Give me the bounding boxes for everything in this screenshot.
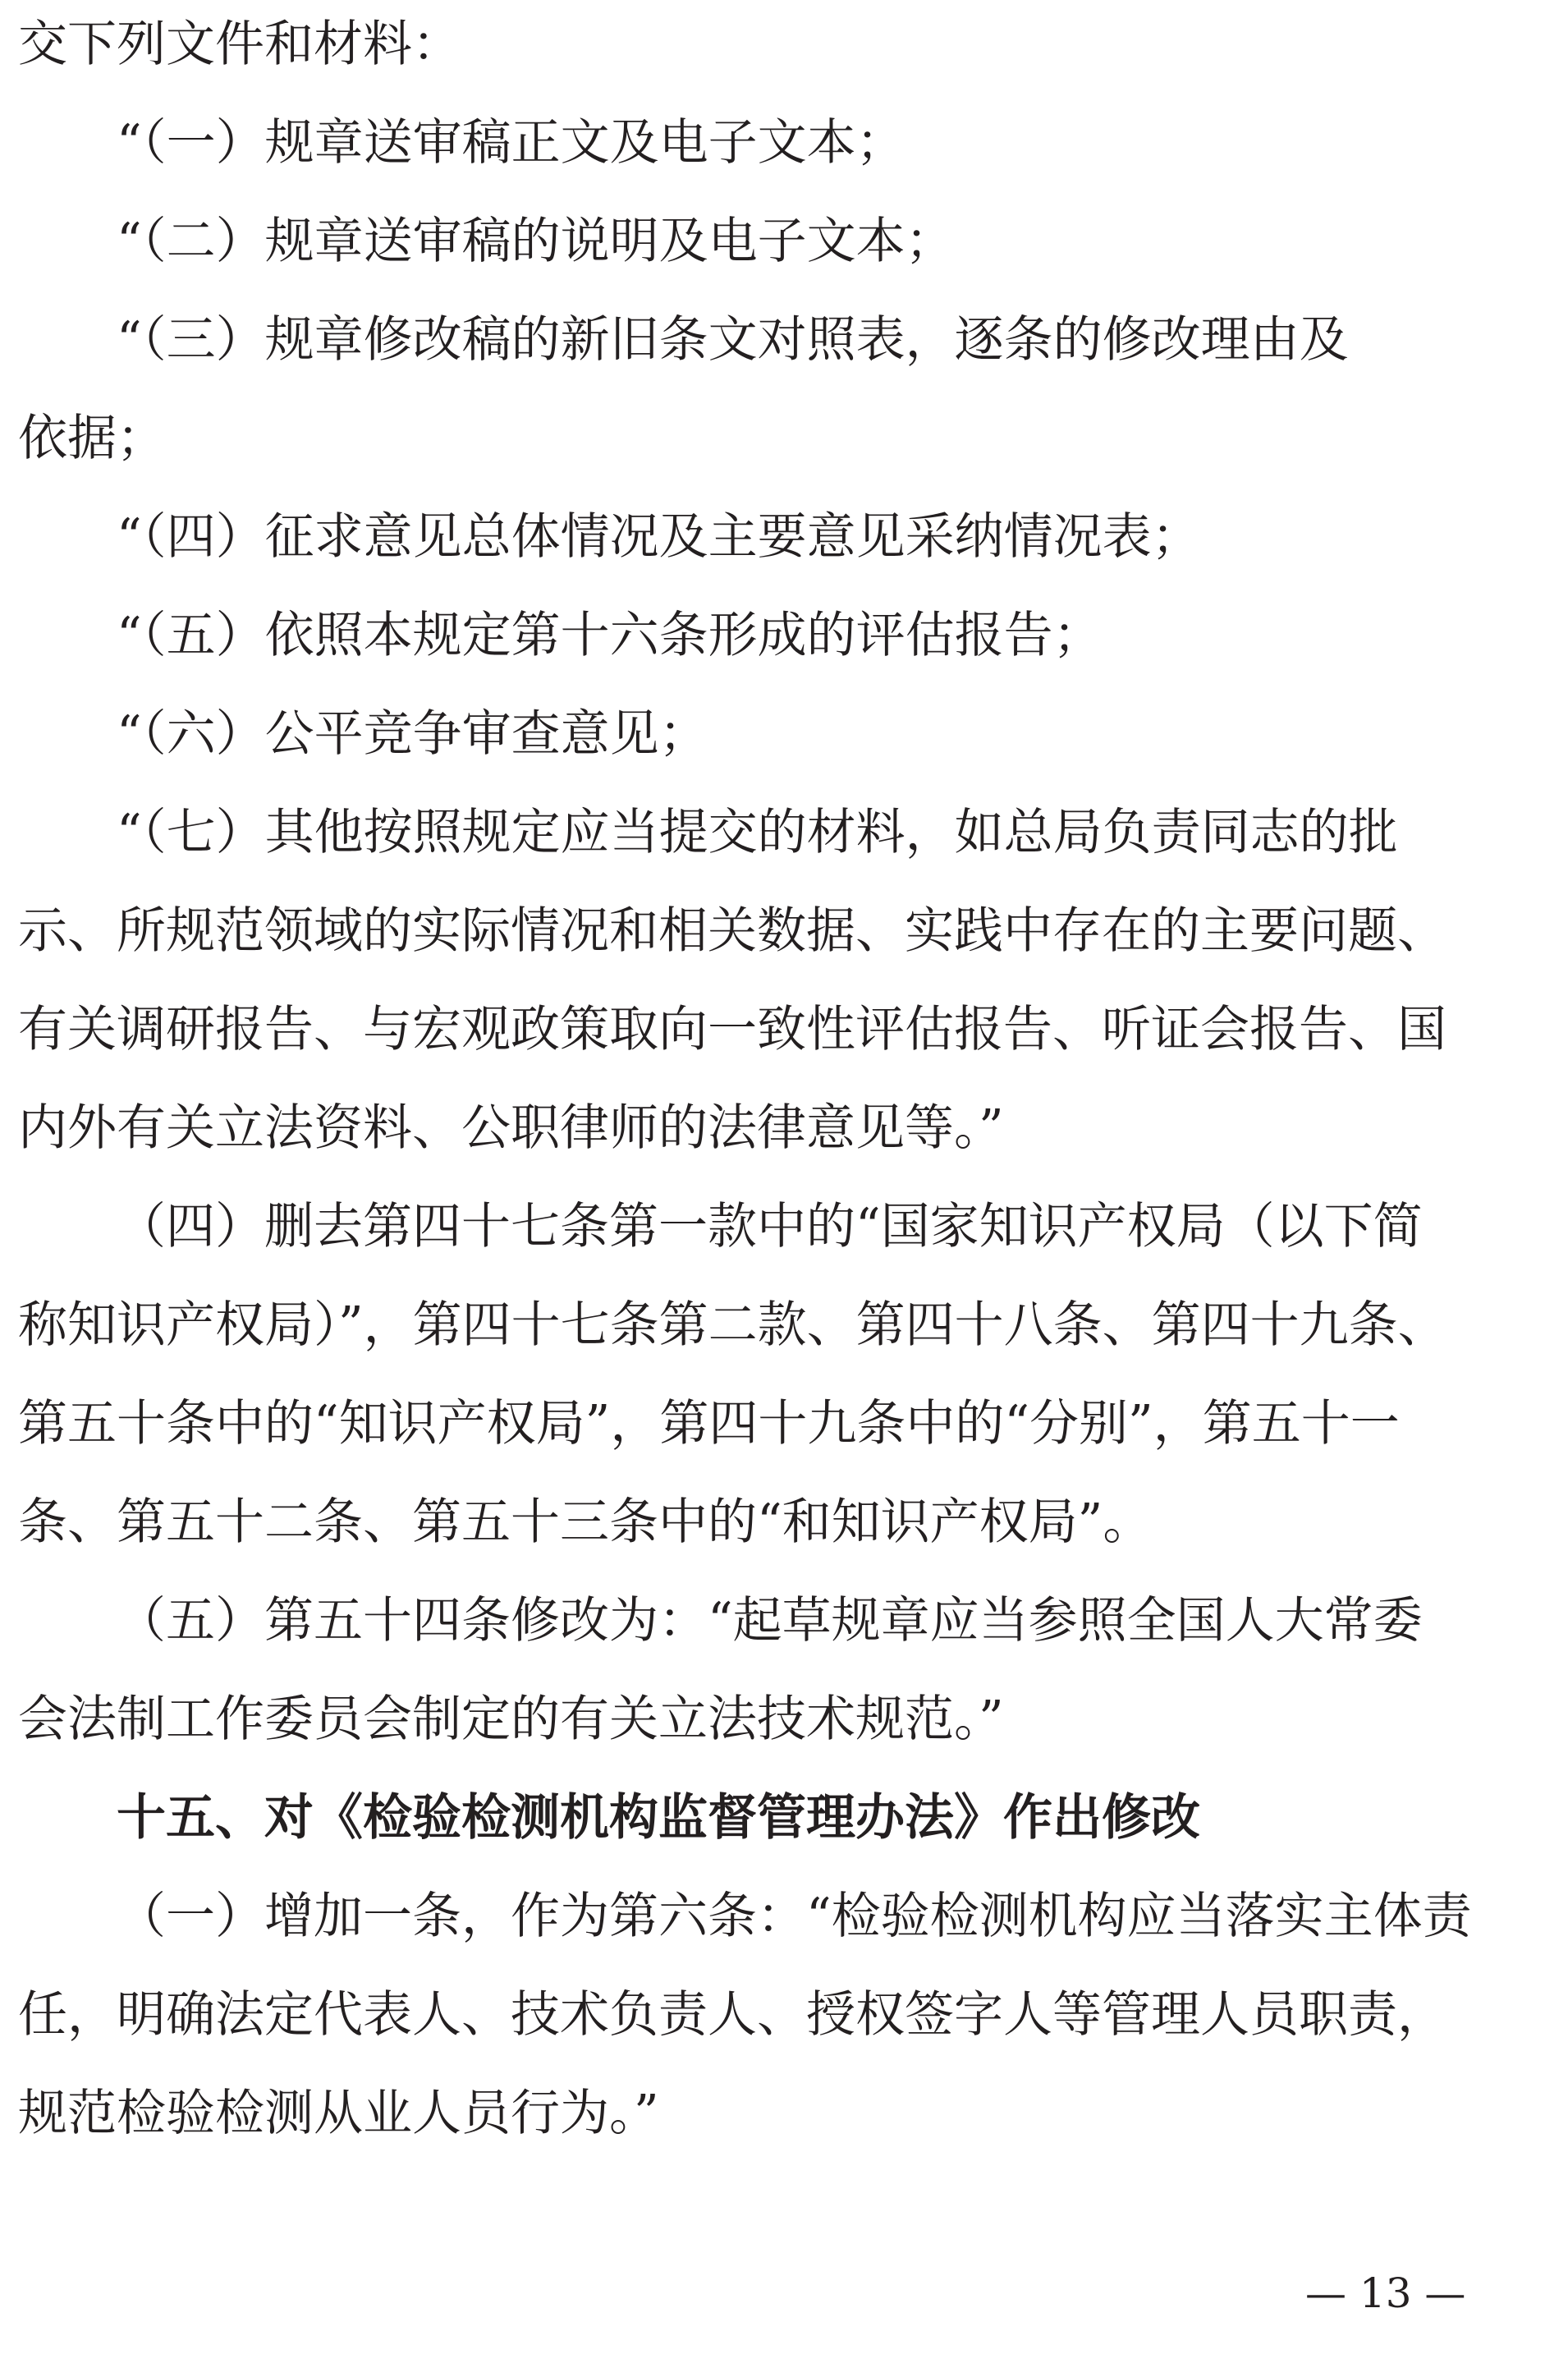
text-line: （一）增加一条，作为第六条：“检验检测机构应当落实主体责 <box>117 1888 1472 1945</box>
text-line: 条、第五十二条、第五十三条中的“和知识产权局”。 <box>18 1494 1153 1551</box>
text-line: 任，明确法定代表人、技术负责人、授权签字人等管理人员职责， <box>18 1986 1447 2044</box>
text-line: “（七）其他按照规定应当提交的材料，如总局负责同志的批 <box>117 804 1398 861</box>
text-line: 有关调研报告、与宏观政策取向一致性评估报告、听证会报告、国 <box>18 1001 1447 1058</box>
text-line: 交下列文件和材料： <box>18 16 461 73</box>
text-line: 内外有关立法资料、公职律师的法律意见等。” <box>18 1099 1004 1157</box>
section-heading: 十五、对《检验检测机构监督管理办法》作出修改 <box>117 1789 1200 1847</box>
text-line: “（六）公平竞争审查意见； <box>117 705 708 763</box>
text-line: 称知识产权局）”，第四十七条第二款、第四十八条、第四十九条、 <box>18 1296 1447 1354</box>
text-line: 规范检验检测从业人员行为。” <box>18 2085 659 2142</box>
text-line: “（一）规章送审稿正文及电子文本； <box>117 114 905 172</box>
text-line: 会法制工作委员会制定的有关立法技术规范。” <box>18 1691 1004 1748</box>
text-line: “（五）依照本规定第十六条形成的评估报告； <box>117 607 1103 664</box>
text-line: “（二）规章送审稿的说明及电子文本； <box>117 213 955 270</box>
text-line: （五）第五十四条修改为：“起草规章应当参照全国人大常委 <box>117 1592 1423 1650</box>
text-line: 依据； <box>18 410 166 467</box>
text-line: 示、所规范领域的实际情况和相关数据、实践中存在的主要问题、 <box>18 902 1447 960</box>
text-line: 第五十条中的“知识产权局”，第四十九条中的“分别”，第五十一 <box>18 1395 1400 1452</box>
text-line: “（四）征求意见总体情况及主要意见采纳情况表； <box>117 508 1201 566</box>
text-line: （四）删去第四十七条第一款中的“国家知识产权局（以下简 <box>117 1198 1423 1255</box>
text-line: “（三）规章修改稿的新旧条文对照表，逐条的修改理由及 <box>117 311 1349 369</box>
page-number: — 13 — <box>1305 2269 1466 2317</box>
